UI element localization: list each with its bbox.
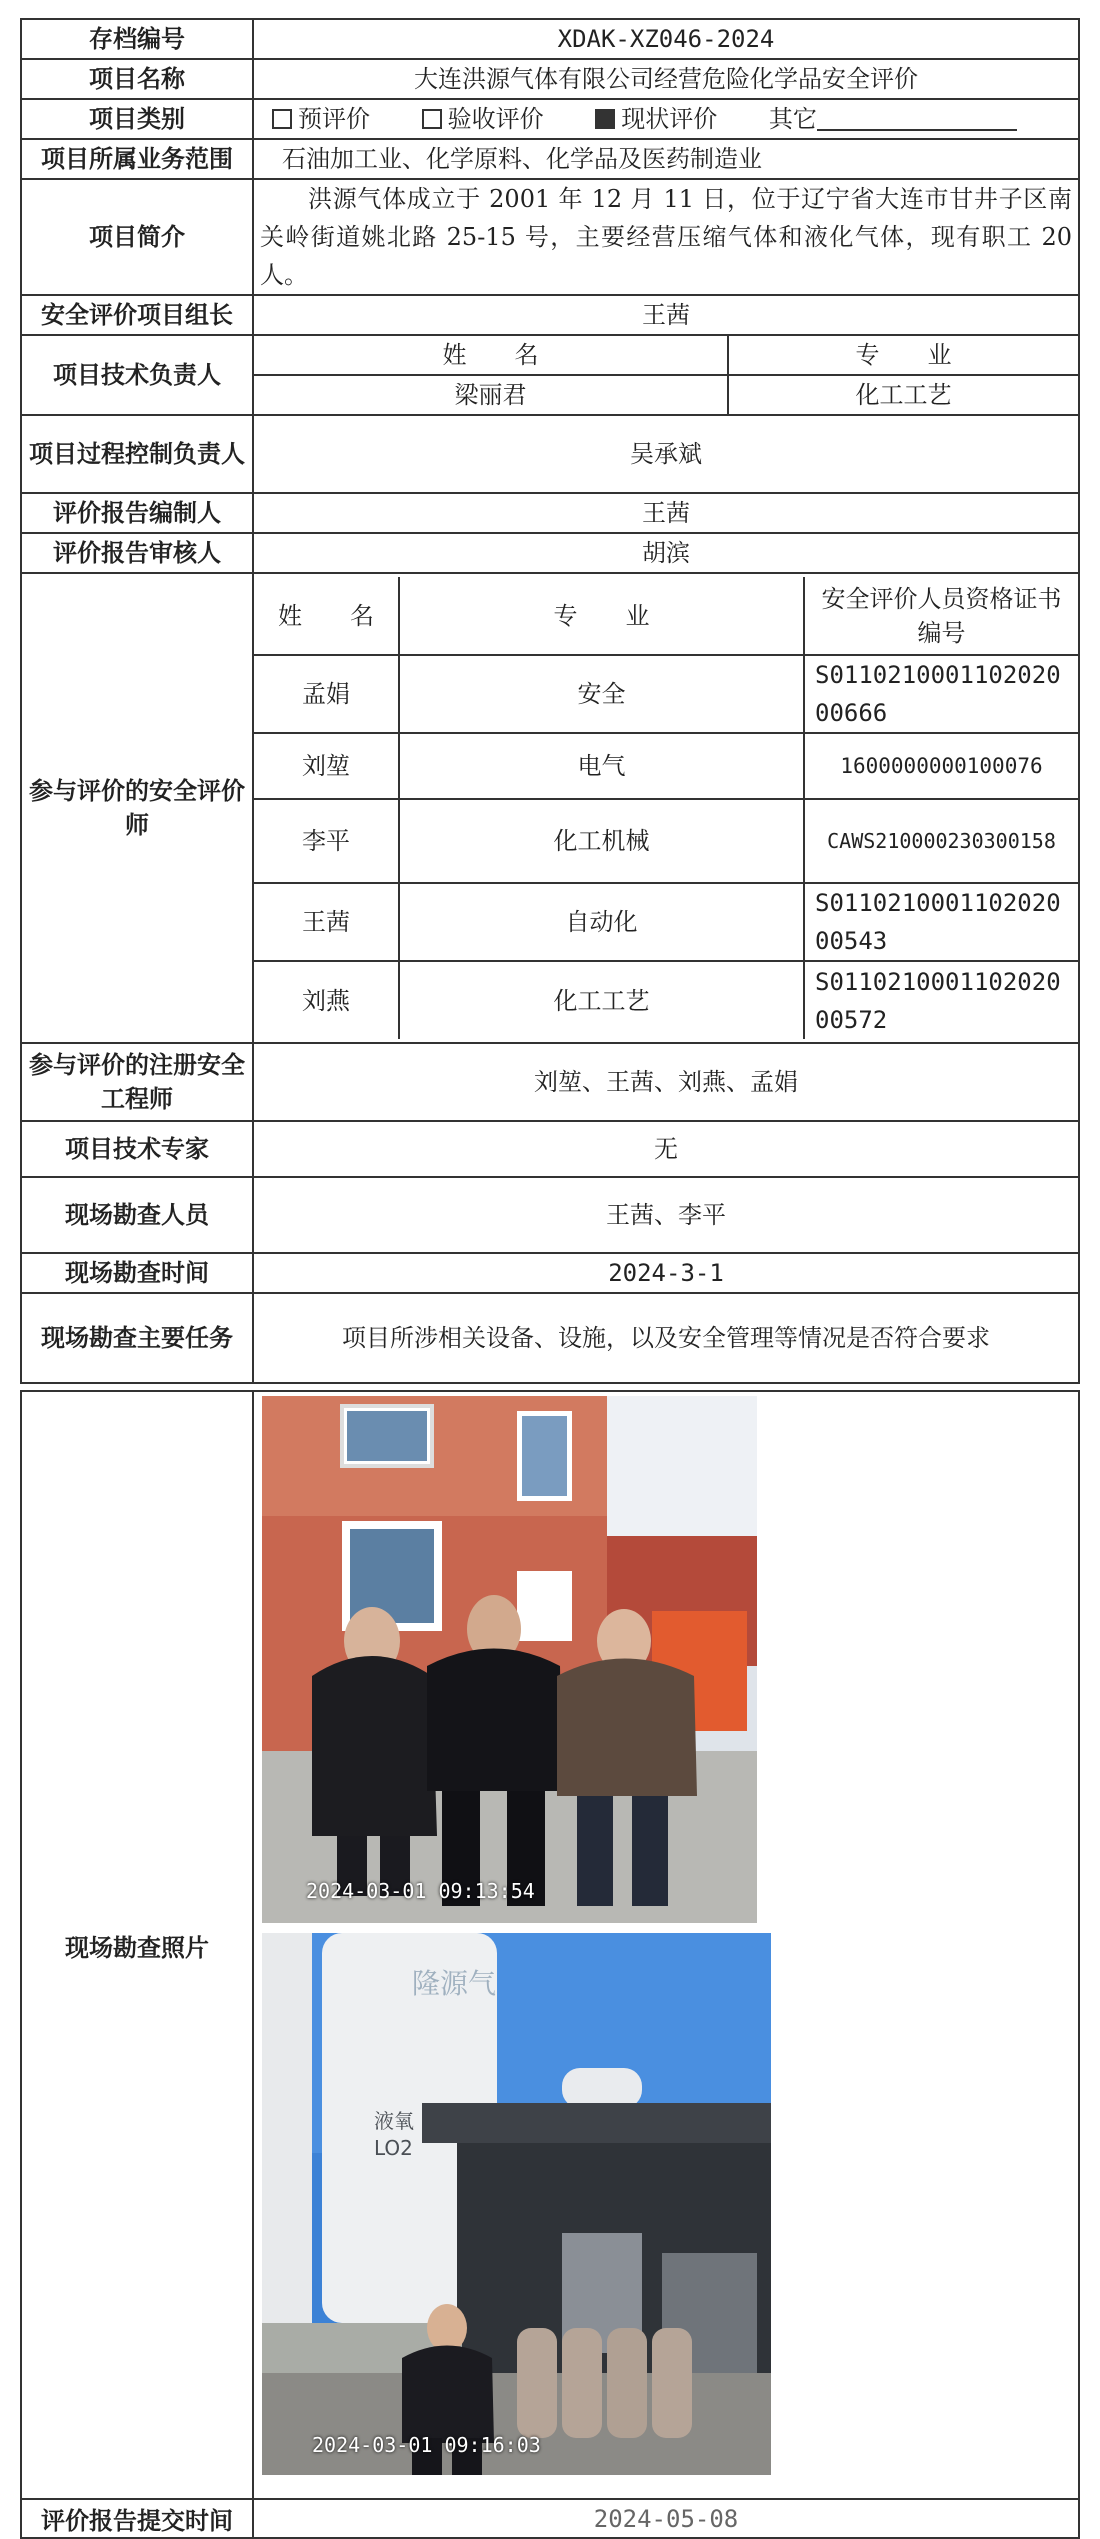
process-lead-value: 吴承斌 bbox=[253, 415, 1079, 493]
eval-major: 化工机械 bbox=[399, 799, 804, 883]
table-row bbox=[254, 883, 1078, 961]
table-row bbox=[254, 961, 1078, 1039]
project-type-label: 项目类别 bbox=[21, 99, 253, 139]
site-photo-image bbox=[262, 1933, 771, 2475]
eval-major: 安全 bbox=[399, 655, 804, 733]
tank-code: LO2 bbox=[374, 2136, 413, 2160]
tech-lead-major: 化工工艺 bbox=[728, 375, 1079, 415]
business-scope-value: 石油加工业、化学原料、化学品及医药制造业 bbox=[253, 139, 1079, 179]
report-writer-value: 王茜 bbox=[253, 493, 1079, 533]
business-scope-label: 项目所属业务范围 bbox=[21, 139, 253, 179]
registered-engineers-label: 参与评价的注册安全工程师 bbox=[21, 1043, 253, 1121]
archive-label: 存档编号 bbox=[21, 19, 253, 59]
submit-time-label: 评价报告提交时间 bbox=[21, 2499, 253, 2538]
photo-table bbox=[20, 1390, 1080, 2539]
tech-expert-label: 项目技术专家 bbox=[21, 1121, 253, 1177]
survey-time-label: 现场勘查时间 bbox=[21, 1253, 253, 1293]
report-reviewer-value: 胡滨 bbox=[253, 533, 1079, 573]
eval-major: 化工工艺 bbox=[399, 961, 804, 1039]
option-current-status bbox=[595, 105, 717, 133]
eval-major: 电气 bbox=[399, 733, 804, 799]
project-type-options bbox=[253, 99, 1079, 139]
eval-header-name: 姓 名 bbox=[254, 577, 399, 655]
survey-people-label: 现场勘查人员 bbox=[21, 1177, 253, 1253]
tech-lead-name: 梁丽君 bbox=[253, 375, 728, 415]
survey-photos-cell bbox=[253, 1391, 1079, 2499]
option-other-text: 其它 bbox=[768, 105, 817, 133]
survey-photo-site bbox=[262, 1933, 771, 2475]
evaluation-form bbox=[20, 18, 1078, 2539]
evaluators-label: 参与评价的安全评价师 bbox=[21, 573, 253, 1043]
eval-cert: S011021000110202000543 bbox=[804, 883, 1078, 961]
team-photo-image bbox=[262, 1396, 757, 1923]
archive-value: XDAK-XZ046-2024 bbox=[253, 19, 1079, 59]
evaluators-table bbox=[254, 577, 1078, 1039]
submit-time-value: 2024-05-08 bbox=[253, 2499, 1079, 2538]
option-acceptance bbox=[422, 105, 544, 133]
option-text: 验收评价 bbox=[447, 105, 544, 133]
eval-name: 刘燕 bbox=[254, 961, 399, 1039]
survey-photos-label: 现场勘查照片 bbox=[21, 1391, 253, 2499]
table-row bbox=[254, 733, 1078, 799]
eval-header-major: 专 业 bbox=[399, 577, 804, 655]
checked-box-icon bbox=[595, 109, 615, 129]
option-pre-evaluation bbox=[272, 105, 370, 133]
option-text: 现状评价 bbox=[621, 105, 718, 133]
survey-photo-team bbox=[262, 1396, 757, 1923]
table-row bbox=[254, 799, 1078, 883]
other-underline bbox=[817, 105, 1017, 131]
tech-expert-value: 无 bbox=[253, 1121, 1079, 1177]
survey-task-label: 现场勘查主要任务 bbox=[21, 1293, 253, 1383]
project-name-label: 项目名称 bbox=[21, 59, 253, 99]
photo-timestamp: 2024-03-01 09:13:54 bbox=[306, 1879, 535, 1903]
eval-name: 王茜 bbox=[254, 883, 399, 961]
report-writer-label: 评价报告编制人 bbox=[21, 493, 253, 533]
eval-name: 刘堃 bbox=[254, 733, 399, 799]
project-name-value: 大连洪源气体有限公司经营危险化学品安全评价 bbox=[253, 59, 1079, 99]
report-reviewer-label: 评价报告审核人 bbox=[21, 533, 253, 573]
info-table bbox=[20, 18, 1080, 1384]
eval-cert: 1600000000100076 bbox=[804, 733, 1078, 799]
photo-timestamp: 2024-03-01 09:16:03 bbox=[312, 2433, 541, 2457]
unchecked-box-icon bbox=[272, 109, 292, 129]
tech-lead-name-header: 姓 名 bbox=[253, 335, 728, 375]
eval-major: 自动化 bbox=[399, 883, 804, 961]
intro-value: 洪源气体成立于 2001 年 12 月 11 日，位于辽宁省大连市甘井子区南关岭街道姚北路 25-15 号，主要经营压缩气体和液化气体，现有职工 20 人。 bbox=[253, 179, 1079, 295]
eval-name: 孟娟 bbox=[254, 655, 399, 733]
eval-header-cert: 安全评价人员资格证书编号 bbox=[804, 577, 1078, 655]
unchecked-box-icon bbox=[422, 109, 442, 129]
registered-engineers-value: 刘堃、王茜、刘燕、孟娟 bbox=[253, 1043, 1079, 1121]
eval-name: 李平 bbox=[254, 799, 399, 883]
survey-time-value: 2024-3-1 bbox=[253, 1253, 1079, 1293]
eval-cert: S011021000110202000572 bbox=[804, 961, 1078, 1039]
eval-cert: CAWS210000230300158 bbox=[804, 799, 1078, 883]
team-lead-value: 王茜 bbox=[253, 295, 1079, 335]
process-lead-label: 项目过程控制负责人 bbox=[21, 415, 253, 493]
evaluators-cell bbox=[253, 573, 1079, 1043]
team-lead-label: 安全评价项目组长 bbox=[21, 295, 253, 335]
tank-brand: 隆源气 bbox=[412, 1967, 497, 2000]
intro-label: 项目简介 bbox=[21, 179, 253, 295]
option-text: 预评价 bbox=[298, 105, 370, 133]
option-other bbox=[769, 105, 1017, 133]
eval-cert: S011021000110202000666 bbox=[804, 655, 1078, 733]
survey-task-value: 项目所涉相关设备、设施，以及安全管理等情况是否符合要求 bbox=[253, 1293, 1079, 1383]
tech-lead-major-header: 专 业 bbox=[728, 335, 1079, 375]
survey-people-value: 王茜、李平 bbox=[253, 1177, 1079, 1253]
tech-lead-label: 项目技术负责人 bbox=[21, 335, 253, 415]
tank-label: 液氧 bbox=[374, 2109, 414, 2133]
table-row bbox=[254, 655, 1078, 733]
